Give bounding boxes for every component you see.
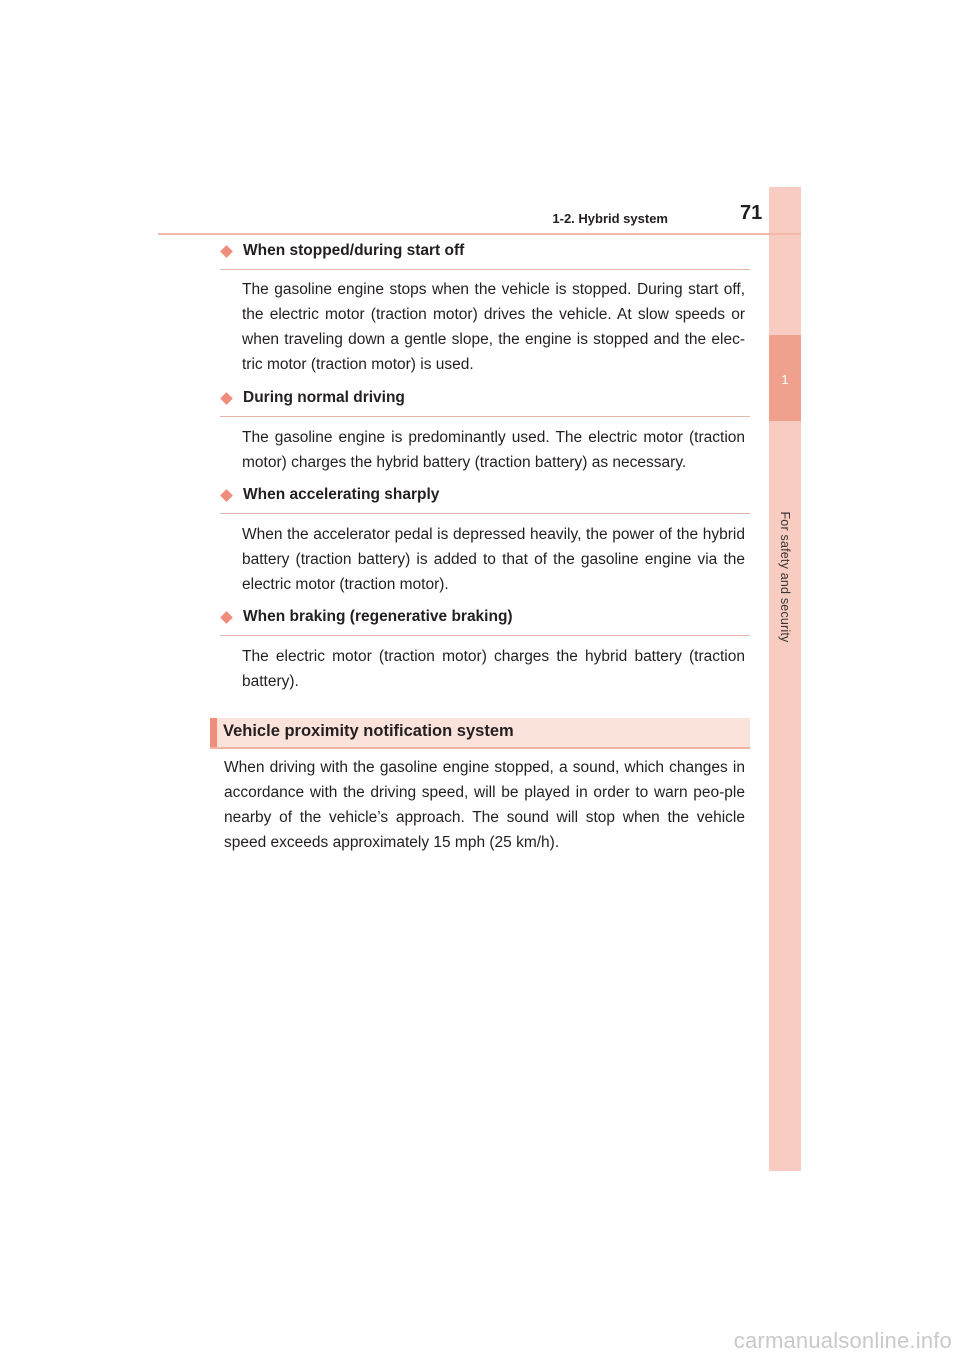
chapter-label: For safety and security xyxy=(778,511,792,643)
header-rule xyxy=(158,233,801,235)
subsection-title: When accelerating sharply xyxy=(243,486,440,503)
subsection-text: The electric motor (traction motor) charges the hybrid battery (traction battery). xyxy=(242,648,745,690)
subsection-heading xyxy=(220,389,750,417)
subsection-title: During normal driving xyxy=(243,389,405,406)
subsection-title: When stopped/during start off xyxy=(243,242,465,259)
subsection-heading xyxy=(220,608,750,636)
diamond-bullet-icon xyxy=(220,392,233,405)
subsection-title: When braking (regenerative braking) xyxy=(243,608,513,625)
running-header-section: 1-2. Hybrid system xyxy=(552,211,668,226)
diamond-bullet-icon xyxy=(220,489,233,502)
watermark: carmanualsonline.info xyxy=(733,1328,952,1353)
subsection-heading xyxy=(220,486,750,514)
section-heading-bar xyxy=(210,718,750,749)
chapter-number: 1 xyxy=(781,372,789,387)
subsection-text: The gasoline engine stops when the vehicle is stopped. During start off, the electric motor (traction motor) drives the vehicle. At slow speeds or when traveling down a gentle slope, the engine is stopped and the elec-tric motor (traction motor) is used. xyxy=(242,281,745,373)
subsection-text: When the accelerator pedal is depressed heavily, the power of the hybrid battery (traction battery) is added to that of the gasoline engine via the electric motor (traction motor). xyxy=(242,526,745,593)
section-text: When driving with the gasoline engine stopped, a sound, which changes in accordance with the driving speed, will be played in order to warn peo-ple nearby of the vehicle’s approach. The sound will stop when the vehicle speed exceeds approximately 15 mph (25 km/h). xyxy=(224,759,745,851)
subsection-heading xyxy=(220,242,750,270)
diamond-bullet-icon xyxy=(220,245,233,258)
page-number: 71 xyxy=(740,202,763,224)
subsection-text: The gasoline engine is predominantly used. The electric motor (traction motor) charges the hybrid battery (traction battery) as necessary. xyxy=(242,429,745,471)
section-title: Vehicle proximity notification system xyxy=(223,722,514,740)
diamond-bullet-icon xyxy=(220,611,233,624)
section-bar-accent xyxy=(210,718,217,747)
